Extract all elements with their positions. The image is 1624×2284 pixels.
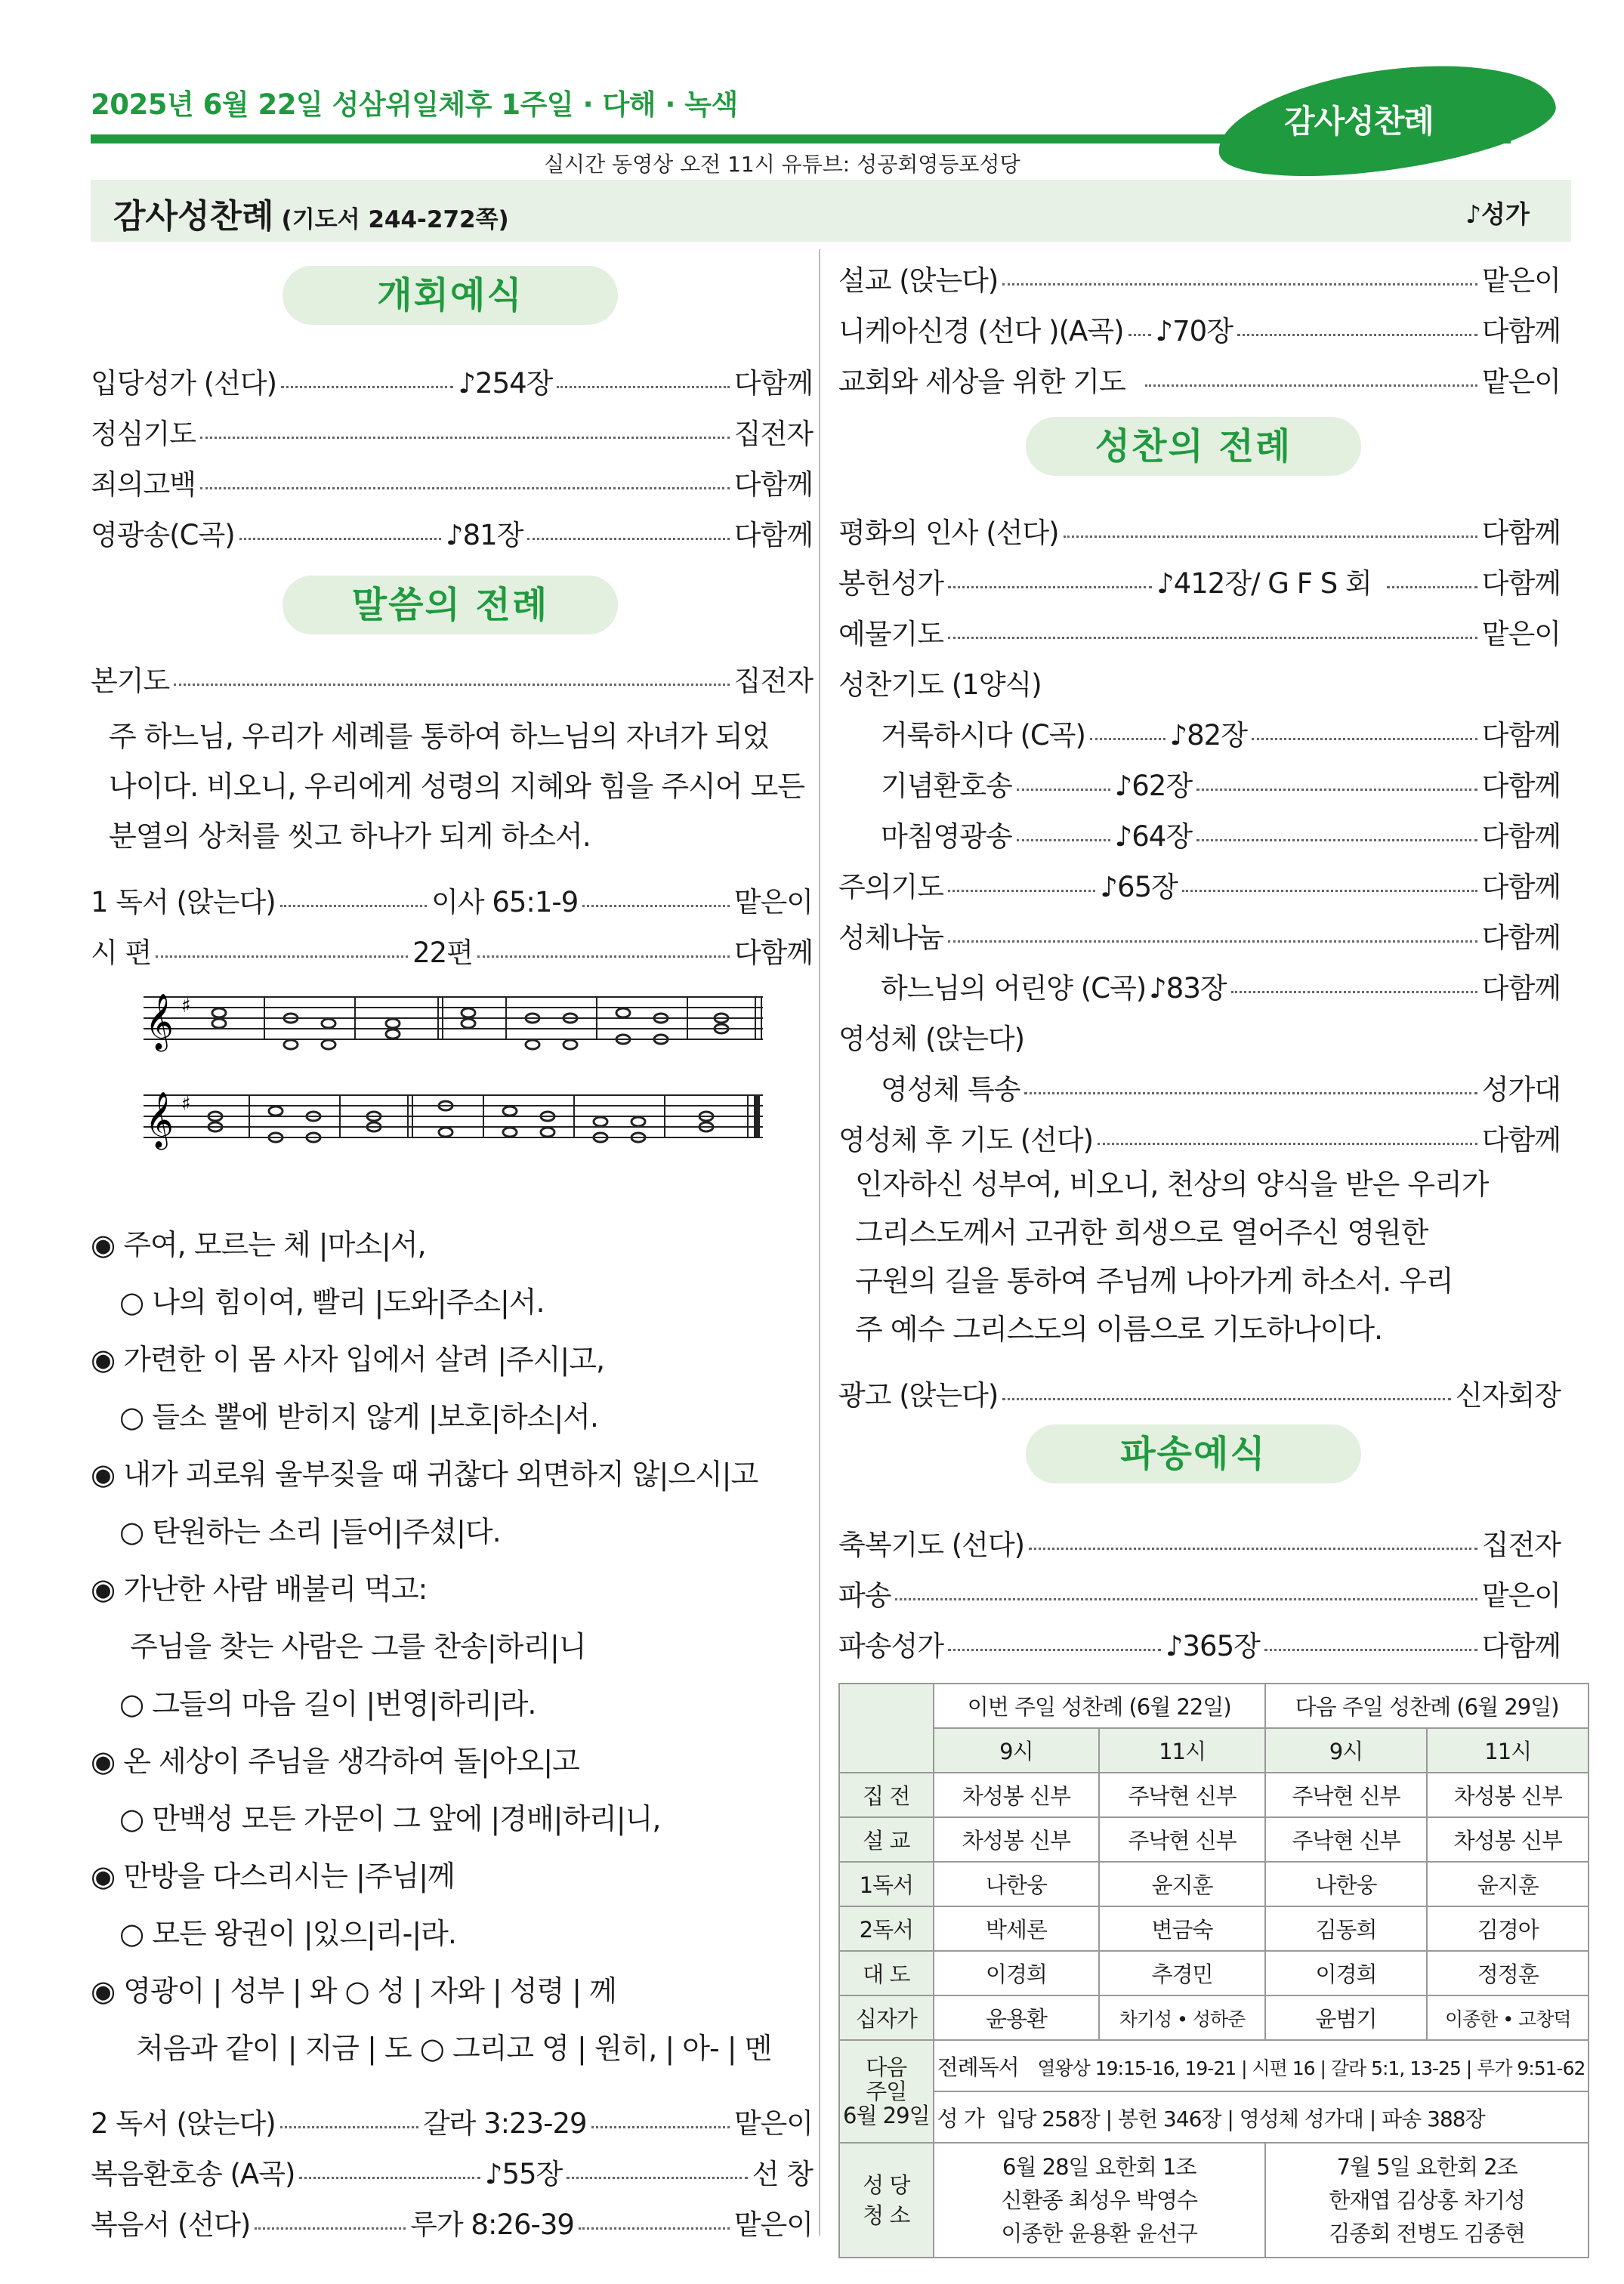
table-cell: 윤범기 xyxy=(1265,1995,1427,2040)
row-mid: 루가 8:26-39 xyxy=(410,2208,574,2241)
leader-dots xyxy=(1064,536,1477,538)
row-label: 봉헌성가 xyxy=(838,567,943,600)
table-cell: 차성봉 신부 xyxy=(1427,1773,1588,1817)
order-row xyxy=(881,762,1561,804)
row-label: 기념환호송 xyxy=(881,770,1012,802)
leader-dots xyxy=(1145,384,1477,387)
order-row xyxy=(838,661,1561,703)
order-row xyxy=(838,560,1561,602)
cleaning-line: 6월 28일 요한회 1조 xyxy=(1002,2154,1196,2180)
section-word: 말씀의 전례 xyxy=(283,576,618,634)
row-right: 맡은이 xyxy=(733,2208,813,2241)
leader-dots xyxy=(174,684,730,686)
leader-dots xyxy=(280,905,427,907)
psalm-chant-score xyxy=(136,982,770,1178)
order-row xyxy=(838,863,1561,906)
row-label: 본기도 xyxy=(91,665,170,697)
row-label: 영성체 후 기도 (선다) xyxy=(838,1124,1094,1156)
leader-dots xyxy=(1231,991,1477,993)
row-right: 다함께 xyxy=(733,468,813,501)
table-row xyxy=(839,2040,1588,2091)
table-row xyxy=(839,1728,1588,1773)
row-label: 거룩하시다 (C곡) xyxy=(881,719,1085,752)
row-right: 성가대 xyxy=(1481,1073,1561,1106)
time-header: 9시 xyxy=(1265,1728,1427,1773)
table-cell: 나한웅 xyxy=(1265,1862,1427,1906)
label-line: 성 당 xyxy=(863,2172,910,2198)
leader-dots xyxy=(1029,1548,1477,1550)
row-right: 맡은이 xyxy=(1481,264,1561,297)
row-label: 교회와 세상을 위한 기도 xyxy=(838,366,1125,398)
hymn-column-label: ♪성가 xyxy=(1465,199,1530,229)
leader-dots xyxy=(1002,283,1477,286)
table-cell: 주낙현 신부 xyxy=(1099,1773,1265,1817)
row-label: 영광송(C곡) xyxy=(91,519,235,551)
psalm-verse: ○ 들소 뿔에 받히지 않게 |보호|하소|서. xyxy=(119,1400,598,1434)
row-label: 복음환호송 (A곡) xyxy=(91,2158,295,2190)
prayer-line: 그리스도께서 고귀한 희생으로 열어주신 영원한 xyxy=(855,1216,1428,1249)
svg-text:♯: ♯ xyxy=(181,1093,191,1116)
hymns-value: 입당 258장 | 봉헌 346장 | 영성체 성가대 | 파송 388장 xyxy=(996,2106,1485,2131)
psalm-verse: ○ 만백성 모든 가문이 그 앞에 |경배|하리|니, xyxy=(119,1802,661,1835)
prayer-line: 구원의 길을 통하여 주님께 나아가게 하소서. 우리 xyxy=(855,1264,1453,1298)
row-header: 설 교 xyxy=(839,1817,934,1862)
row-right: 다함께 xyxy=(1481,1124,1561,1156)
row-right: 맡은이 xyxy=(1481,618,1561,650)
post-communion-prayer xyxy=(855,1160,1565,1353)
row-right: 다함께 xyxy=(1481,315,1561,347)
table-row xyxy=(839,1862,1588,1906)
leader-dots xyxy=(1017,839,1110,841)
row-label: 1 독서 (앉는다) xyxy=(91,886,276,918)
row-mid: ♪65장 xyxy=(1100,871,1178,903)
row-right: 다함께 xyxy=(1481,820,1561,853)
hymns-cell xyxy=(934,2091,1589,2143)
order-row xyxy=(881,1066,1561,1108)
readings-label: 전례독서 xyxy=(937,2054,1019,2080)
table-row xyxy=(839,1951,1588,1995)
staff-line-2 xyxy=(144,1092,763,1150)
label-line: 6월 29일 xyxy=(843,2103,930,2128)
leader-dots xyxy=(239,538,441,540)
psalm-verse: 주님을 찾는 사람은 그를 찬송|하리|니 xyxy=(130,1630,586,1663)
schedule-table xyxy=(838,1683,1589,2258)
leader-dots xyxy=(948,940,1477,943)
leader-dots xyxy=(1017,789,1110,791)
header-date: 2025년 6월 22일 성삼위일체후 1주일 · 다해 · 녹색 xyxy=(91,88,738,121)
row-header: 십자가 xyxy=(839,1995,934,2040)
row-mid: ♪365장 xyxy=(1165,1630,1260,1662)
label-line: 다음 xyxy=(866,2054,907,2080)
order-row xyxy=(838,1622,1561,1665)
row-label: 성체나눔 xyxy=(838,921,943,954)
psalm-verse: ◉ 영광이 | 성부 | 와 ○ 성 | 자와 | 성령 | 께 xyxy=(91,1974,616,2008)
row-label: 영성체 특송 xyxy=(881,1073,1020,1106)
table-cell: 정정훈 xyxy=(1427,1951,1588,1995)
section-dismissal: 파송예식 xyxy=(1026,1424,1361,1483)
psalm-verse: ○ 탄원하는 소리 |들어|주셨|다. xyxy=(119,1515,501,1548)
row-right: 선 창 xyxy=(752,2158,813,2190)
order-row xyxy=(91,2150,813,2193)
leader-dots xyxy=(299,2177,480,2179)
leader-dots xyxy=(948,890,1095,892)
order-row xyxy=(91,360,813,402)
prayer-line: 인자하신 성부여, 비오니, 천상의 양식을 받은 우리가 xyxy=(855,1168,1489,1201)
title-main: 감사성찬례 xyxy=(113,197,274,236)
leader-dots xyxy=(280,2126,418,2128)
row-right: 다함께 xyxy=(733,519,814,551)
row-right: 맡은이 xyxy=(733,886,813,918)
leader-dots xyxy=(591,2126,730,2128)
header-tab-label: 감사성찬례 xyxy=(1284,103,1434,140)
row-label: 니케아신경 (선다 )(A곡) xyxy=(838,315,1124,347)
svg-text:𝄞: 𝄞 xyxy=(145,1092,174,1148)
row-right: 다함께 xyxy=(1481,972,1561,1005)
row-label: 주의기도 xyxy=(838,871,943,903)
row-label: 광고 (앉는다) xyxy=(838,1379,999,1412)
leader-dots xyxy=(200,487,730,489)
collect-line: 주 하느님, 우리가 세례를 통하여 하느님의 자녀가 되었 xyxy=(109,720,770,753)
psalm-verse: ◉ 가난한 사람 배불리 먹고: xyxy=(91,1573,428,1606)
row-label: 성찬기도 (1양식) xyxy=(838,668,1042,701)
psalm-verse: ◉ 주여, 모르는 체 |마소|서, xyxy=(91,1228,426,1261)
row-right: 다함께 xyxy=(1481,719,1561,752)
leader-dots xyxy=(200,437,730,439)
leader-dots xyxy=(1024,1092,1477,1094)
psalm-text xyxy=(91,1216,771,2077)
leader-dots xyxy=(1128,334,1151,336)
psalm-verse: ◉ 가련한 이 몸 사자 입에서 살려 |주시|고, xyxy=(91,1343,605,1376)
row-right: 다함께 xyxy=(1481,517,1561,549)
svg-text:𝄞: 𝄞 xyxy=(145,994,174,1050)
row-mid: ♪254장 xyxy=(458,367,553,400)
row-label: 파송성가 xyxy=(838,1630,943,1662)
table-cell: 변금숙 xyxy=(1099,1906,1265,1951)
next-sunday-label xyxy=(839,2040,934,2143)
row-header: 집 전 xyxy=(839,1773,934,1817)
row-mid: ♪82장 xyxy=(1169,719,1247,752)
order-row xyxy=(838,257,1561,299)
cleaning-label xyxy=(839,2143,934,2258)
prayer-line: 주 예수 그리스도의 이름으로 기도하나이다. xyxy=(855,1313,1383,1346)
order-row xyxy=(838,1521,1561,1563)
table-cell: 차성봉 신부 xyxy=(934,1773,1100,1817)
leader-dots xyxy=(1264,1649,1477,1651)
leader-dots xyxy=(579,2227,730,2230)
order-row xyxy=(881,965,1561,1007)
row-right: 다함께 xyxy=(733,937,813,969)
table-cell: 이경희 xyxy=(934,1951,1100,1995)
row-header: 2독서 xyxy=(839,1906,934,1951)
order-row xyxy=(838,610,1561,653)
row-label: 축복기도 (선다) xyxy=(838,1529,1025,1561)
psalm-verse: ○ 나의 힘이여, 빨리 |도와|주소|서. xyxy=(119,1286,545,1319)
order-row xyxy=(838,307,1561,350)
row-header: 1독서 xyxy=(839,1862,934,1906)
row-label: 복음서 (선다) xyxy=(91,2208,251,2241)
row-label: 시 편 xyxy=(91,937,152,969)
label-line: 청 소 xyxy=(863,2202,910,2228)
table-row xyxy=(839,1684,1588,1728)
title-sub: (기도서 244-272쪽) xyxy=(281,206,509,233)
order-row xyxy=(91,2100,813,2142)
order-row xyxy=(881,813,1561,855)
row-mid: 갈라 3:23-29 xyxy=(422,2107,587,2140)
row-label: 파송 xyxy=(838,1579,891,1612)
row-right: 집전자 xyxy=(733,418,813,450)
row-right: 다함께 xyxy=(733,367,813,400)
order-row xyxy=(91,461,813,503)
order-row xyxy=(91,929,813,971)
column-divider xyxy=(819,249,820,2236)
readings-cell xyxy=(934,2040,1589,2091)
hymns-label: 성 가 xyxy=(937,2105,984,2131)
row-right: 맡은이 xyxy=(1481,1579,1561,1612)
time-header: 9시 xyxy=(934,1728,1100,1773)
row-right: 신자회장 xyxy=(1456,1379,1561,1412)
row-header: 대 도 xyxy=(839,1951,934,1995)
psalm-verse: ○ 모든 왕권이 |있으|리-|라. xyxy=(119,1917,456,1950)
leader-dots xyxy=(1237,334,1477,336)
table-cell: 차성봉 신부 xyxy=(934,1817,1100,1862)
leader-dots xyxy=(1090,738,1166,740)
row-label: 평화의 인사 (선다) xyxy=(838,517,1059,549)
psalm-verse: ◉ 온 세상이 주님을 생각하여 돌|아오|고 xyxy=(91,1745,579,1778)
row-right: 집전자 xyxy=(733,665,813,697)
table-cell: 차성봉 신부 xyxy=(1427,1817,1588,1862)
table-row xyxy=(839,2091,1588,2143)
table-cell: 김동희 xyxy=(1265,1906,1427,1951)
table-cell: 윤지훈 xyxy=(1427,1862,1588,1906)
leader-dots xyxy=(1098,1143,1477,1145)
leader-dots xyxy=(156,955,408,958)
leader-dots xyxy=(948,637,1477,639)
order-row xyxy=(91,410,813,452)
cleaning-group-a xyxy=(934,2143,1265,2258)
table-row xyxy=(839,1773,1588,1817)
cleaning-group-b xyxy=(1265,2143,1589,2258)
row-label: 죄의고백 xyxy=(91,468,196,501)
leader-dots xyxy=(567,2177,747,2179)
row-mid: ♪83장 xyxy=(1149,972,1227,1005)
page-title xyxy=(113,189,509,237)
table-row xyxy=(839,1995,1588,2040)
readings-value: 열왕상 19:15-16, 19-21 | 시편 16 | 갈라 5:1, 13-25 | 루가 9:51-62 xyxy=(1037,2057,1585,2079)
leader-dots xyxy=(1196,839,1477,841)
order-row xyxy=(91,2201,813,2243)
leader-dots xyxy=(255,2227,406,2230)
order-row xyxy=(838,1572,1561,1614)
leader-dots xyxy=(1252,738,1477,740)
row-label: 영성체 (앉는다) xyxy=(838,1023,1025,1055)
table-cell: 박세론 xyxy=(934,1906,1100,1951)
row-right: 다함께 xyxy=(1481,567,1561,600)
table-row xyxy=(839,1817,1588,1862)
leader-dots xyxy=(1182,890,1477,892)
label-line: 주일 xyxy=(866,2079,907,2104)
cleaning-line: 신환종 최성우 박영수 xyxy=(1001,2187,1197,2213)
svg-text:♯: ♯ xyxy=(181,995,191,1017)
order-row xyxy=(838,358,1561,400)
leader-dots xyxy=(1387,586,1477,588)
table-cell: 주낙현 신부 xyxy=(1099,1817,1265,1862)
row-mid: ♪64장 xyxy=(1114,820,1193,853)
row-mid: 이사 65:1-9 xyxy=(431,886,579,918)
leader-dots xyxy=(477,955,730,958)
table-cell: 이종한 • 고창덕 xyxy=(1427,1995,1588,2040)
leader-dots xyxy=(948,1649,1161,1651)
leader-dots xyxy=(281,386,453,388)
row-label: 2 독서 (앉는다) xyxy=(91,2107,276,2140)
row-mid: ♪55장 xyxy=(484,2158,563,2190)
row-label: 하느님의 어린양 (C곡) xyxy=(881,972,1147,1005)
table-cell: 이경희 xyxy=(1265,1951,1427,1995)
table-cell: 주낙현 신부 xyxy=(1265,1817,1427,1862)
psalm-verse: ○ 그들의 마음 길이 |번영|하리|라. xyxy=(119,1687,536,1721)
row-mid: ♪70장 xyxy=(1155,315,1233,347)
section-opening: 개회예식 xyxy=(283,266,618,325)
order-row xyxy=(838,1015,1561,1057)
table-cell: 추경민 xyxy=(1099,1951,1265,1995)
table-cell: 윤지훈 xyxy=(1099,1862,1265,1906)
order-row xyxy=(881,711,1561,754)
cleaning-line: 김종회 전병도 김종현 xyxy=(1329,2221,1525,2246)
collect-line: 분열의 상처를 씻고 하나가 되게 하소서. xyxy=(109,819,591,853)
table-corner xyxy=(839,1684,934,1773)
psalm-verse: 처음과 같이 | 지금 | 도 ○ 그리고 영 | 원히, | 아- | 멘 xyxy=(136,2032,772,2065)
time-header: 11시 xyxy=(1427,1728,1588,1773)
leader-dots xyxy=(1196,789,1477,791)
section-eucharist: 성찬의 전례 xyxy=(1026,417,1361,476)
leader-dots xyxy=(582,905,729,907)
row-right: 다함께 xyxy=(1481,770,1561,802)
order-row xyxy=(838,509,1561,551)
order-row xyxy=(91,878,813,921)
collect-text xyxy=(109,711,811,861)
table-cell: 차기성 • 성하준 xyxy=(1099,1995,1265,2040)
order-row xyxy=(838,1116,1561,1159)
row-label: 마침영광송 xyxy=(881,820,1012,853)
row-right: 다함께 xyxy=(1481,871,1561,903)
cleaning-line: 한재엽 김상홍 차기성 xyxy=(1329,2187,1525,2213)
leader-dots xyxy=(1002,1398,1451,1400)
row-mid: ♪62장 xyxy=(1114,770,1193,802)
row-label: 정심기도 xyxy=(91,418,196,450)
leader-dots xyxy=(557,386,729,388)
row-right: 다함께 xyxy=(1481,921,1561,954)
leader-dots xyxy=(948,586,1152,588)
row-right: 집전자 xyxy=(1481,1529,1561,1561)
time-header: 11시 xyxy=(1099,1728,1265,1773)
cleaning-line: 이종한 윤용환 윤선구 xyxy=(1001,2221,1197,2246)
collect-line: 나이다. 비오니, 우리에게 성령의 지혜와 힘을 주시어 모든 xyxy=(109,770,804,803)
this-week-header: 이번 주일 성찬례 (6월 22일) xyxy=(934,1684,1265,1728)
live-stream-info: 실시간 동영상 오전 11시 유튜브: 성공회영등포성당 xyxy=(544,152,1020,177)
leader-dots xyxy=(895,1598,1477,1600)
leader-dots xyxy=(527,538,729,540)
row-mid: 22편 xyxy=(412,937,473,969)
table-cell: 윤용환 xyxy=(934,1995,1100,2040)
next-week-header: 다음 주일 성찬례 (6월 29일) xyxy=(1265,1684,1589,1728)
row-right: 다함께 xyxy=(1481,1630,1561,1662)
cleaning-line: 7월 5일 요한회 2조 xyxy=(1336,2154,1517,2180)
row-mid: ♪412장/ G F S 회 xyxy=(1156,567,1372,600)
order-row xyxy=(91,511,813,554)
row-right: 맡은이 xyxy=(1481,366,1561,398)
row-mid: ♪81장 xyxy=(446,519,523,551)
psalm-verse: ◉ 내가 괴로워 울부짖을 때 귀찮다 외면하지 않|으시|고 xyxy=(91,1458,758,1491)
table-cell: 주낙현 신부 xyxy=(1265,1773,1427,1817)
psalm-verse: ◉ 만방을 다스리시는 |주님|께 xyxy=(91,1860,455,1893)
order-row xyxy=(91,657,813,699)
row-label: 예물기도 xyxy=(838,618,943,650)
table-cell: 나한웅 xyxy=(934,1862,1100,1906)
order-row xyxy=(838,1372,1561,1414)
row-label: 입당성가 (선다) xyxy=(91,367,277,400)
order-row xyxy=(838,914,1561,956)
row-label: 설교 (앉는다) xyxy=(838,264,999,297)
table-row xyxy=(839,1906,1588,1951)
staff-line-1 xyxy=(144,994,763,1052)
table-cell: 김경아 xyxy=(1427,1906,1588,1951)
table-row xyxy=(839,2143,1588,2258)
row-right: 맡은이 xyxy=(733,2107,813,2140)
